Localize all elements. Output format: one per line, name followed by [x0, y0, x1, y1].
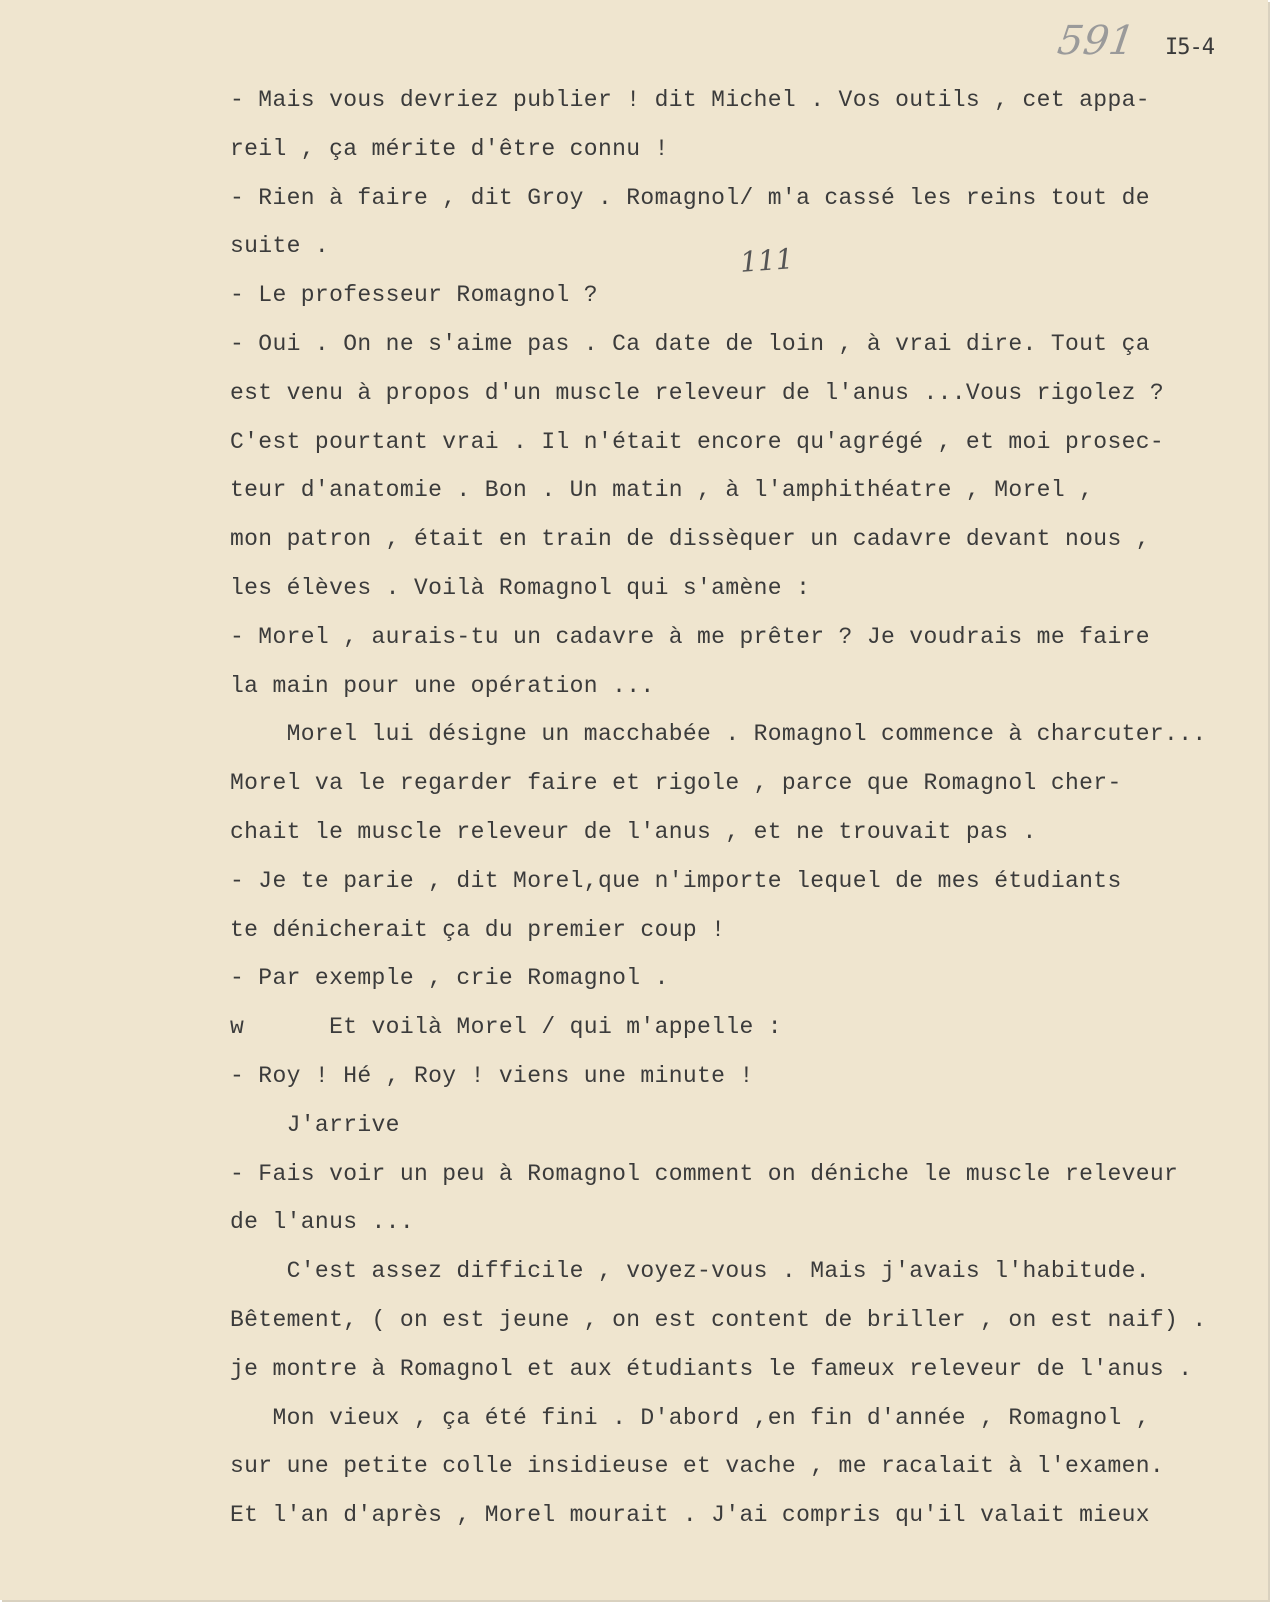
typed-page-code: I5-4 — [1165, 35, 1214, 60]
text-line: - Rien à faire , dit Groy . Romagnol/ m'a cassé les reins tout de — [230, 184, 1150, 211]
text-line: sur une petite colle insidieuse et vache , me racalait à l'examen. — [230, 1453, 1165, 1480]
text-line: mon patron , était en train de dissèquer un cadavre devant nous , — [230, 526, 1150, 553]
text-line: reil , ça mérite d'être connu ! — [230, 135, 669, 162]
text-line: les élèves . Voilà Romagnol qui s'amène : — [230, 574, 811, 601]
handwritten-mark: 111 — [738, 242, 795, 279]
typescript-body — [230, 76, 1250, 1540]
text-line: - Par exemple , crie Romagnol . — [230, 965, 669, 992]
text-line: je montre à Romagnol et aux étudiants le fameux releveur de l'anus . — [230, 1355, 1193, 1382]
text-line: Mon vieux , ça été fini . D'abord ,en fin d'année , Romagnol , — [230, 1404, 1150, 1431]
text-line: - Fais voir un peu à Romagnol comment on déniche le muscle releveur — [230, 1160, 1179, 1187]
text-line: - Morel , aurais-tu un cadavre à me prêter ? Je voudrais me faire — [230, 623, 1150, 650]
text-line: C'est pourtant vrai . Il n'était encore qu'agrégé , et moi prosec- — [230, 428, 1165, 455]
text-line: de l'anus ... — [230, 1209, 414, 1236]
text-line: chait le muscle releveur de l'anus , et ne trouvait pas . — [230, 818, 1037, 845]
text-line: J'arrive — [230, 1111, 400, 1138]
text-line: Morel va le regarder faire et rigole , parce que Romagnol cher- — [230, 770, 1122, 797]
text-line: Morel lui désigne un macchabée . Romagnol commence à charcuter... — [230, 721, 1207, 748]
text-line: C'est assez difficile , voyez-vous . Mais j'avais l'habitude. — [230, 1258, 1150, 1285]
text-line: w Et voilà Morel / qui m'appelle : — [230, 1014, 782, 1041]
text-line: suite . — [230, 233, 330, 260]
text-line: - Le professeur Romagnol ? — [230, 282, 598, 309]
text-line: - Mais vous devriez publier ! dit Michel . Vos outils , cet appa- — [230, 87, 1150, 113]
handwritten-folio-number: 591 — [1054, 18, 1138, 64]
text-line: - Roy ! Hé , Roy ! viens une minute ! — [230, 1062, 754, 1089]
text-line: teur d'anatomie . Bon . Un matin , à l'amphithéatre , Morel , — [230, 477, 1094, 504]
text-line: Et l'an d'après , Morel mourait . J'ai compris qu'il valait mieux — [230, 1502, 1150, 1529]
text-line: la main pour une opération ... — [230, 672, 655, 699]
text-line: - Je te parie , dit Morel,que n'importe lequel de mes étudiants — [230, 867, 1122, 894]
text-line: - Oui . On ne s'aime pas . Ca date de loin , à vrai dire. Tout ça — [230, 330, 1150, 357]
text-line: Bêtement, ( on est jeune , on est content de briller , on est naif) . — [230, 1306, 1207, 1333]
text-line: est venu à propos d'un muscle releveur de l'anus ...Vous rigolez ? — [230, 379, 1165, 406]
text-line: te dénicherait ça du premier coup ! — [230, 916, 726, 943]
